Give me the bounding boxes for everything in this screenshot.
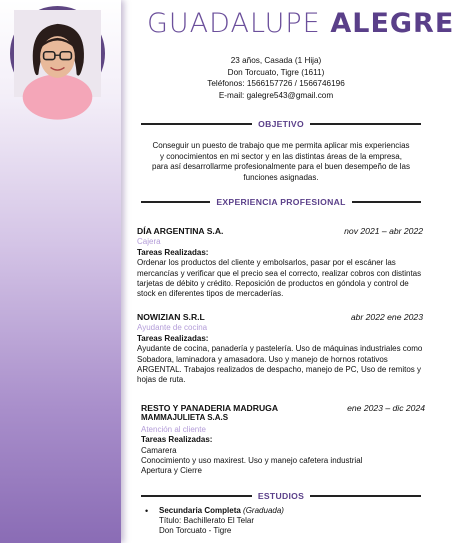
- contact-address: Don Torcuato, Tigre (1611): [227, 67, 325, 77]
- candidate-name: [147, 8, 454, 39]
- contact-email: E-mail: galegre543@gmail.com: [218, 90, 334, 100]
- job-company-secondary: MAMMAJULIETA S.A.S: [141, 413, 229, 423]
- education-degree: Título: Bachillerato El Telar: [159, 516, 255, 525]
- job-tasks-label: Tareas Realizadas:: [137, 333, 209, 343]
- job-role: Atención al cliente: [141, 424, 206, 434]
- profile-photo: [14, 10, 101, 97]
- job-task-line: Camarera: [141, 445, 177, 455]
- job-date: nov 2021 – abr 2022: [344, 226, 423, 236]
- education-entry: [145, 506, 415, 536]
- contact-age-status: 23 años, Casada (1 Hija): [230, 56, 322, 65]
- section-education-title: ESTUDIOS: [141, 491, 421, 501]
- divider-line: [310, 495, 421, 497]
- job-tasks-label: Tareas Realizadas:: [141, 435, 213, 445]
- divider-line: [310, 123, 421, 125]
- section-experience-title: EXPERIENCIA PROFESIONAL: [141, 197, 421, 207]
- divider-line: [352, 201, 421, 203]
- bullet-icon: •: [145, 506, 149, 516]
- resume-main: [121, 0, 454, 543]
- job-task-line: Conocimiento y uso maxirest. Uso y manejo cafetera industrial: [141, 456, 363, 466]
- job-company: DÍA ARGENTINA S.A.: [137, 226, 224, 236]
- job-role: Ayudante de cocina: [137, 323, 208, 333]
- divider-line: [141, 201, 210, 203]
- job-entry: [137, 312, 423, 386]
- contact-block: [131, 55, 421, 101]
- job-tasks: Ayudante de cocina, panadería y pastelería. Uso de máquinas industriales como Sobadora, laminadora y amasadora. Uso y manejo de hornos rotativos ARGENTAL. Trabajos realizados de despacho, manejo de PC, Uso de remitos y hojas de ruta.: [137, 344, 423, 385]
- education-location: Don Torcuato - Tigre: [159, 526, 232, 535]
- divider-line: [141, 495, 252, 497]
- section-objective-title: OBJETIVO: [141, 119, 421, 129]
- education-title: Secundaria Completa: [159, 506, 241, 515]
- education-status: (Graduada): [243, 506, 284, 515]
- avatar: [10, 6, 105, 101]
- last-name: ALEGRE: [330, 8, 454, 39]
- first-name: GUADALUPE: [147, 8, 321, 39]
- job-entry: [141, 403, 425, 477]
- job-task-line: Apertura y Cierre: [141, 466, 202, 476]
- job-tasks-label: Tareas Realizadas:: [137, 247, 209, 257]
- sidebar: [0, 0, 121, 543]
- job-role: Cajera: [137, 237, 161, 247]
- objective-text: Conseguir un puesto de trabajo que me permita aplicar mis experiencias y conocimientos en mi sector y en las distintas áreas de la empresa, para así desarrollarme profesionalmente para el buen desempeño de las funciones asignadas.: [152, 141, 410, 182]
- divider-line: [141, 123, 252, 125]
- job-company: RESTO Y PANADERIA MADRUGA: [141, 403, 279, 413]
- job-entry: [137, 226, 423, 300]
- job-company: NOWIZIAN S.R.L: [137, 312, 205, 322]
- contact-phones: Teléfonos: 1566157726 / 1566746196: [207, 79, 345, 88]
- job-tasks: Ordenar los productos del cliente y embolsarlos, pasar por el escáner las mercancías y verificar que el precio sea el correcto, realizar cobros con distintas tarjetas de débito y crédito. Reposición de productos en góndola y control de stock en diferentes tipos de mercaderías.: [137, 258, 422, 299]
- job-date: abr 2022 ene 2023: [350, 312, 423, 322]
- job-date: ene 2023 – dic 2024: [347, 403, 425, 413]
